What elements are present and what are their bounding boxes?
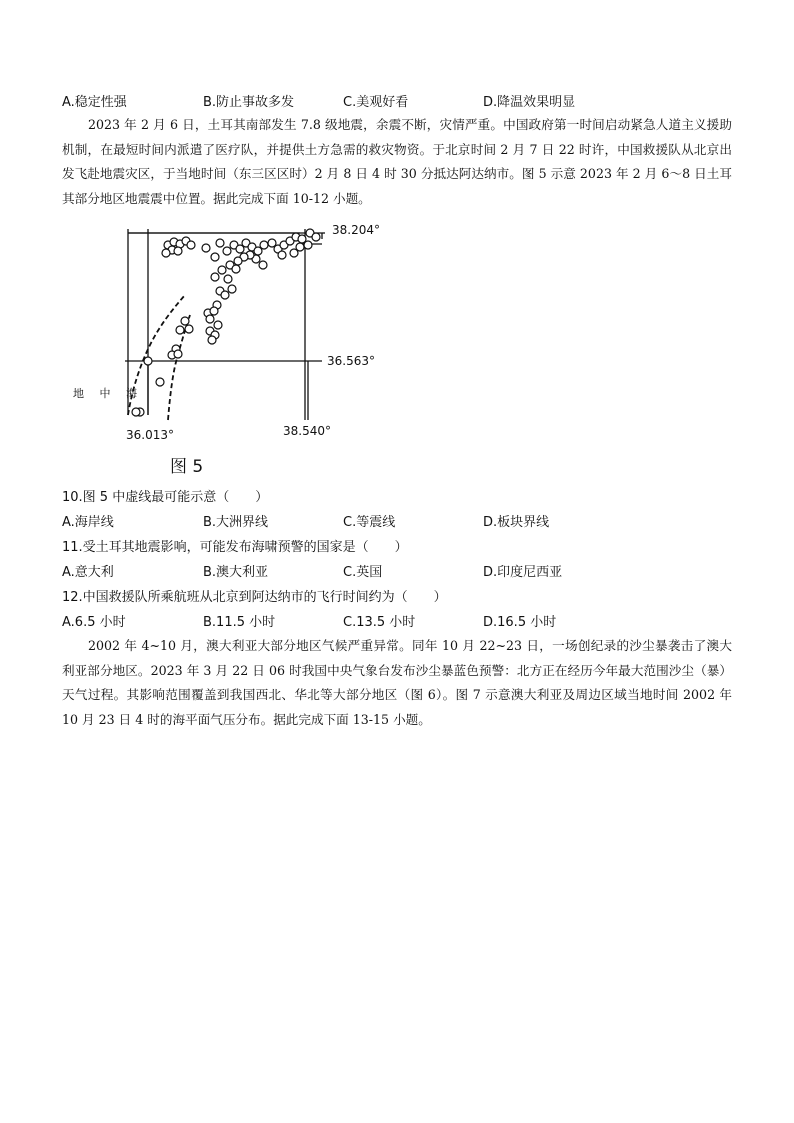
sea-label: 地 中 海 xyxy=(73,387,143,400)
q11-option-b[interactable]: B.澳大利亚 xyxy=(203,565,269,580)
epicenter-markers xyxy=(132,229,320,416)
lat-label-top: 38.204° xyxy=(332,223,380,237)
q11-option-c[interactable]: C.英国 xyxy=(343,565,383,580)
q12-option-c[interactable]: C.13.5 小时 xyxy=(343,615,416,630)
lon-label-right: 38.540° xyxy=(283,424,331,438)
q12-options xyxy=(62,611,742,631)
q9-option-c[interactable]: C.美观好看 xyxy=(343,95,409,110)
q12-option-b[interactable]: B.11.5 小时 xyxy=(203,615,276,630)
q12-stem: 12.中国救援队所乘航班从北京到阿达纳市的飞行时间约为（ ） xyxy=(62,590,447,605)
q10-option-c[interactable]: C.等震线 xyxy=(343,515,396,530)
figure-5-epicenter-map xyxy=(60,215,400,475)
q11-options xyxy=(62,561,742,581)
q10-options xyxy=(62,511,742,531)
q9-option-b[interactable]: B.防止事故多发 xyxy=(203,95,295,110)
q11-stem: 11.受土耳其地震影响，可能发布海啸预警的国家是（ ） xyxy=(62,540,408,555)
q9-option-a[interactable]: A.稳定性强 xyxy=(62,95,127,110)
lat-label-mid: 36.563° xyxy=(327,354,375,368)
figure-caption: 图 5 xyxy=(170,457,204,477)
q10-stem: 10.图 5 中虚线最可能示意（ ） xyxy=(62,490,269,505)
q11-option-d[interactable]: D.印度尼西亚 xyxy=(483,565,563,580)
q10-option-a[interactable]: A.海岸线 xyxy=(62,515,114,530)
passage-dust-storm: 2002 年 4~10 月，澳大利亚大部分地区气候严重异常。同年 10 月 22~23 日，一场创纪录的沙尘暴袭击了澳大利亚部分地区。2023 年 3 月 22 日 06 时我国中央气象台发布沙尘暴蓝色预警：北方正在经历今年最大范围沙尘（暴）天气过程。其影响范围覆盖到我国西北、华北等大部分地区（图 6）。图 7 示意澳大利亚及周边区域当地时间 2002 年 10 月 23 日 4 时的海平面气压分布。据此完成下面 13-15 小题。 xyxy=(62,638,732,727)
q9-option-d[interactable]: D.降温效果明显 xyxy=(483,95,576,110)
passage-earthquake: 2023 年 2 月 6 日，土耳其南部发生 7.8 级地震，余震不断，灾情严重。中国政府第一时间启动紧急人道主义援助机制，在最短时间内派遣了医疗队，并提供土方急需的救灾物资。于北京时间 2 月 7 日 22 时许，中国救援队从北京出发飞赴地震灾区，于当地时间（东三区区时）2 月 8 日 4 时 30 分抵达阿达纳市。图 5 示意 2023 年 2 月 6～8 日土耳其部分地区地震震中位置。据此完成下面 10-12 小题。 xyxy=(62,117,732,206)
q12-option-d[interactable]: D.16.5 小时 xyxy=(483,615,557,630)
q9-options xyxy=(62,91,742,111)
q10-option-b[interactable]: B.大洲界线 xyxy=(203,515,269,530)
q12-option-a[interactable]: A.6.5 小时 xyxy=(62,615,126,630)
q11-option-a[interactable]: A.意大利 xyxy=(62,565,114,580)
q10-option-d[interactable]: D.板块界线 xyxy=(483,515,550,530)
lon-label-left: 36.013° xyxy=(126,428,174,442)
